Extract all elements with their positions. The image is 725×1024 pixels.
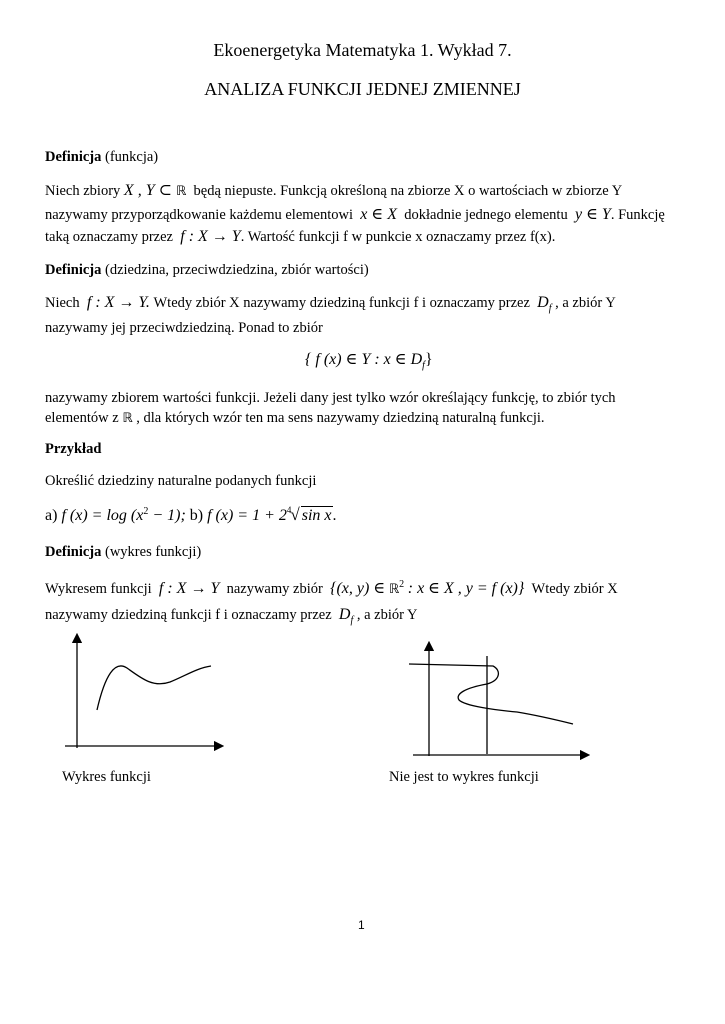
math-y: y xyxy=(574,206,583,223)
course-title: Ekoenergetyka Matematyka 1. Wykład 7. xyxy=(213,40,512,60)
left-figure-caption: Wykres funkcji xyxy=(62,769,151,785)
math-subscript: f xyxy=(548,303,552,314)
root-index: 4 xyxy=(286,505,292,515)
math-formula: − 1); xyxy=(148,507,186,524)
text: Wykresem funkcji xyxy=(45,581,152,597)
def2-line-1 xyxy=(45,294,616,314)
definition-note: (wykres funkcji) xyxy=(101,544,202,560)
math-mapping: f : X → Y. xyxy=(86,294,150,311)
math-brace: } xyxy=(424,351,433,368)
math-period: . xyxy=(332,507,337,524)
math-X: X xyxy=(387,206,397,223)
text: , a zbiór Y xyxy=(356,607,418,623)
math-x: x xyxy=(360,206,368,223)
def1-line-1 xyxy=(45,180,622,200)
def3-line-2 xyxy=(45,606,418,626)
text: Wtedy zbiór X nazywamy dziedziną funkcji f i oznaczamy przez xyxy=(153,295,530,311)
def2-line-3: nazywamy zbiorem wartości funkcji. Jeżeli dany jest tylko wzór określający funkcję, to zbiór tych xyxy=(45,390,616,406)
text: nazywamy dziedziną funkcji f i oznaczamy przez xyxy=(45,607,332,623)
math-Y: Y xyxy=(601,206,611,223)
text: nazywamy przyporządkowanie każdemu elementowi xyxy=(45,207,353,223)
math-subscript: f xyxy=(422,360,425,371)
range-set-formula xyxy=(305,349,433,371)
math-formula: { f (x) ∈ Y : x ∈ D xyxy=(305,351,423,368)
example-formulas xyxy=(45,505,337,525)
lecture-topic: ANALIZA FUNKCJI JEDNEJ ZMIENNEJ xyxy=(204,79,521,99)
math-superscript: 2 xyxy=(399,579,405,590)
text: Wtedy zbiór X xyxy=(531,581,618,597)
relation-curve xyxy=(409,664,573,724)
reals-symbol: ℝ xyxy=(388,582,400,597)
math-formula: f (x) = 1 + 2 xyxy=(207,507,287,524)
page-number: 1 xyxy=(358,918,365,932)
item-label: a) xyxy=(45,507,58,524)
definition-heading-graph xyxy=(45,544,201,561)
text: . Wartość funkcji f w punkcie x oznaczamy przez f(x). xyxy=(240,229,556,245)
definition-label: Definicja xyxy=(45,262,102,278)
definition-note: (funkcja) xyxy=(101,149,159,165)
text: będą niepuste. Funkcją określoną na zbiorze X o wartościach w zbiorze Y xyxy=(193,183,623,199)
def1-line-2 xyxy=(45,204,665,224)
math-D: D xyxy=(537,294,549,311)
math-set: : x ∈ X , y = f (x)} xyxy=(407,580,525,597)
math-mapping: f : X → Y xyxy=(180,228,241,245)
reals-symbol: ℝ xyxy=(176,184,187,199)
text: taką oznaczamy przez xyxy=(45,229,173,245)
text: Niech xyxy=(45,295,80,311)
math-sets: X , Y xyxy=(123,182,155,199)
math-superscript: 2 xyxy=(143,506,149,517)
text: . Funkcję xyxy=(610,207,665,223)
text: , a zbiór Y xyxy=(555,295,616,311)
math-set: {(x, y) ∈ xyxy=(330,580,386,597)
function-graph-figure xyxy=(55,630,225,760)
reals-symbol: ℝ xyxy=(122,411,133,426)
math-subset: ⊂ xyxy=(154,182,176,199)
text: Niech zbiory xyxy=(45,183,124,199)
text: dokładnie jednego elementu xyxy=(404,207,568,223)
math-in: ∈ xyxy=(367,206,388,223)
text: elementów z xyxy=(45,410,119,426)
def1-line-3 xyxy=(45,228,555,246)
math-mapping: f : X → Y xyxy=(158,580,220,597)
item-label: b) xyxy=(185,507,204,524)
math-D: D xyxy=(338,606,351,623)
fourth-root xyxy=(287,505,333,525)
right-figure-caption: Nie jest to wykres funkcji xyxy=(389,769,539,785)
def2-line-2: nazywamy jej przeciwdziedziną. Ponad to zbiór xyxy=(45,320,323,336)
math-in: ∈ xyxy=(582,206,602,223)
math-subscript: f xyxy=(350,615,354,626)
def2-line-4 xyxy=(45,410,545,427)
non-function-graph-figure xyxy=(395,640,595,765)
text: nazywamy zbiór xyxy=(226,581,323,597)
example-task: Określić dziedziny naturalne podanych funkcji xyxy=(45,473,317,489)
math-formula: f (x) = log (x xyxy=(61,507,144,524)
example-heading: Przykład xyxy=(45,441,102,457)
radical-sign-icon: √ xyxy=(290,505,300,524)
definition-note: (dziedzina, przeciwdziedzina, zbiór wartości) xyxy=(101,262,369,278)
definition-heading-domain xyxy=(45,262,369,279)
definition-heading-function xyxy=(45,149,158,166)
definition-label: Definicja xyxy=(45,149,102,165)
text: , dla których wzór ten ma sens nazywamy dziedziną naturalną funkcji. xyxy=(136,410,545,426)
radicand: sin x xyxy=(301,507,332,524)
def3-line-1 xyxy=(45,578,618,598)
definition-label: Definicja xyxy=(45,544,102,560)
function-curve xyxy=(97,666,211,710)
